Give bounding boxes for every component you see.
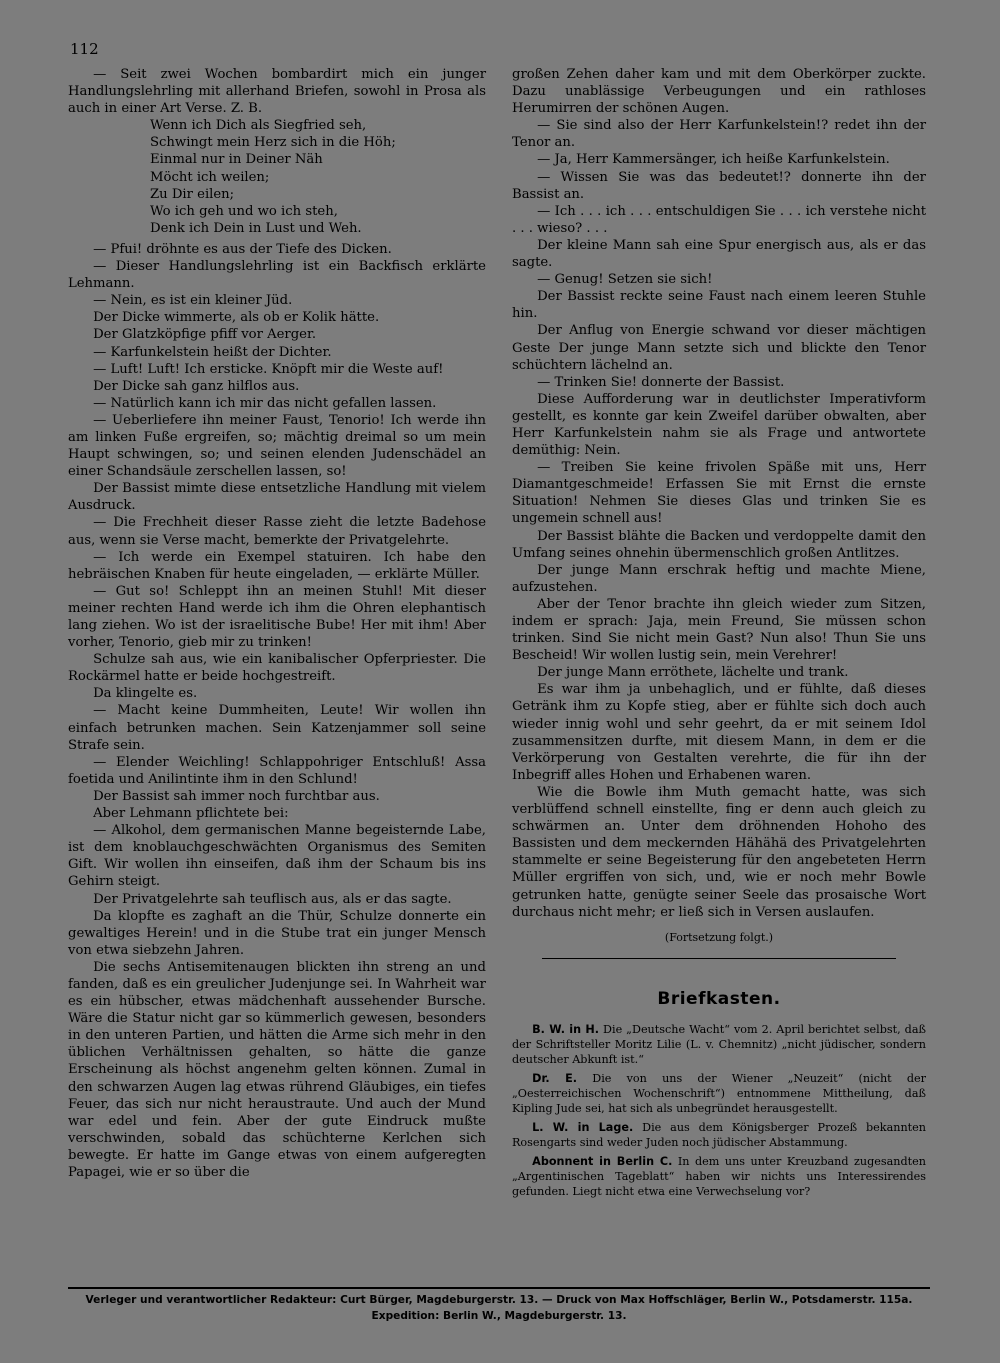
poem-line: Wenn ich Dich als Siegfried seh, [150,118,367,134]
paragraph: Der junge Mann erschrak heftig und machte Miene, aufzustehen. [512,562,926,595]
letter-entry [512,1154,926,1199]
paragraph: Da klopfte es zaghaft an die Thür, Schulze donnerte ein gewaltiges Herein! und in die Stube trat ein junger Mensch von etwa siebzehn Jahren. [68,908,486,958]
poem-line: Wo ich geh und wo ich steh, [150,203,338,219]
letter-entry [512,1071,926,1116]
poem-line: Schwingt mein Herz sich in die Höh; [150,135,396,151]
poem-line: Möcht ich weilen; [150,169,270,185]
paragraph: — Pfui! dröhnte es aus der Tiefe des Dicken. [93,241,392,257]
paragraph: — Wissen Sie was das bedeutet!? donnerte ihn der Bassist an. [512,169,926,202]
paragraph: — Karfunkelstein heißt der Dichter. [93,344,332,360]
paragraph: — Ich werde ein Exempel statuiren. Ich habe den hebräischen Knaben für heute eingeladen, — erklärte Müller. [68,549,486,582]
paragraph: Aber der Tenor brachte ihn gleich wieder zum Sitzen, indem er sprach: Jaja, mein Freund, Sie müssen schon trinken. Sind Sie nicht mein Gast? Nun also! Thun Sie uns Bescheid! Wir wollen lustig sein, mein Verehrer! [512,596,926,664]
paragraph: Der Privatgelehrte sah teuflisch aus, als er das sagte. [93,891,452,907]
page-number: 112 [70,40,99,58]
paragraph: Es war ihm ja unbehaglich, und er fühlte, daß dieses Getränk ihm zu Kopfe stieg, aber er fühlte sich doch auch wieder innig wohl und sehr geehrt, da er mit seinem Idol zusammensitzen durfte, mit diesem Mann, in dem er die Verkörperung von Gestalten verehrte, die für ihn der Inbegriff alles Hohen und Erhabenen waren. [512,682,926,783]
paragraph: Da klingelte es. [93,686,198,702]
paragraph: Der Dicke wimmerte, als ob er Kolik hätte. [93,310,380,326]
letter-entry [512,1120,926,1150]
letter-addressee: B. W. in H. [532,1022,600,1036]
paragraph: — Treiben Sie keine frivolen Späße mit uns, Herr Diamantgeschmeide! Erfassen Sie mit Ernst die ernste Situation! Nehmen Sie dieses Glas und trinken Sie es ungemein schnell aus! [512,460,926,527]
poem [150,117,486,237]
briefkasten-section [512,988,926,1199]
poem-line: Denk ich Dein in Lust und Weh. [150,220,362,236]
letter-text: Die aus dem Königsberger Prozeß bekannten Rosengarts sind weder Juden noch jüdischer Abstammung. [512,1120,926,1149]
paragraph: Schulze sah aus, wie ein kanibalischer Opferpriester. Die Rockärmel hatte er beide hochgestreift. [68,652,486,685]
letter-text: Die von uns der Wiener „Neuzeit“ (nicht der „Oesterreichischen Wochenschrift“) entnommene Mittheilung, daß Kipling Jude sei, hat sich als unbegründet herausgestellt. [512,1071,926,1115]
intro-paragraph: — Seit zwei Wochen bombardirt mich ein junger Handlungslehrling mit allerhand Briefen, sowohl in Prosa als auch in einer Art Verse. Z. B. [68,67,486,117]
paragraph: Der Glatzköpfige pfiff vor Aerger. [93,327,317,343]
paragraph: — Natürlich kann ich mir das nicht gefallen lassen. [93,395,437,411]
letter-text: Die „Deutsche Wacht“ vom 2. April berichtet selbst, daß der Schriftsteller Moritz Lilie (L. v. Chemnitz) „nicht jüdischer, sondern deutscher Abkunft ist.“ [512,1022,926,1066]
paragraph: Wie die Bowle ihm Muth gemacht hatte, was sich verblüffend schnell einstellte, fing er denn auch gleich zu schwärmen an. Unter dem dröhnenden Hohoho des Bassisten und dem meckernden Hähähä des Privatgelehrten stammelte er seine Begeisterung für den angebeteten Herrn Müller ergriffen von sich, und, wie er noch mehr Bowle getrunken hatte, genügte seiner Seele das prosaische Wort durchaus nicht mehr; er ließ sich in Versen auslaufen. [512,784,926,920]
paragraph: — Sie sind also der Herr Karfunkelstein!? redet ihn der Tenor an. [512,118,926,151]
section-divider [542,958,896,959]
paragraph: Diese Aufforderung war in deutlichster Imperativform gestellt, es konnte gar kein Zweifel darüber obwalten, aber Herr Karfunkelstein nahm sie als Frage und antwortete demüthig: Nein. [512,391,926,459]
paragraph: Der junge Mann erröthete, lächelte und trank. [537,665,849,681]
paragraph: Der Bassist mimte diese entsetzliche Handlung mit vielem Ausdruck. [68,481,486,514]
letter-entry [512,1022,926,1067]
paragraph: Aber Lehmann pflichtete bei: [93,806,289,822]
letter-addressee: Dr. E. [532,1071,578,1085]
paragraph: — Ja, Herr Kammersänger, ich heiße Karfunkelstein. [537,152,890,168]
letter-text: In dem uns unter Kreuzband zugesandten „Argentinischen Tageblatt“ haben wir nichts uns Interessirendes gefunden. Liegt nicht etwa eine Verwechselung vor? [512,1154,926,1198]
continuation-note: (Fortsetzung folgt.) [664,930,774,944]
paragraph: Der kleine Mann sah eine Spur energisch aus, als er das sagte. [512,237,926,271]
paragraph: Der Anflug von Energie schwand vor dieser mächtigen Geste Der junge Mann setzte sich und blickte den Tenor schüchtern lächelnd an. [512,323,926,373]
paragraph: — Alkohol, dem germanischen Manne begeisternde Labe, ist dem knoblauchgeschwächten Organismus des Semiten Gift. Wir wollen ihn einseifen, daß ihm der Schaum bis ins Gehirn steigt. [68,823,486,890]
paragraph: — Ich . . . ich . . . entschuldigen Sie . . . ich verstehe nicht . . . wieso? . . . [512,203,926,236]
briefkasten-title: Briefkasten. [657,988,781,1009]
poem-line: Zu Dir eilen; [150,186,235,202]
letter-addressee: L. W. in Lage. [532,1120,634,1134]
left-column [68,66,486,1181]
letter-addressee: Abonnent in Berlin C. [532,1154,673,1168]
paragraph: — Elender Weichling! Schlappohriger Entschluß! Assa foetida und Anilintinte ihm in den Schlund! [68,754,486,787]
paragraph: Die sechs Antisemitenaugen blickten ihn streng an und fanden, daß es ein greulicher Judenjunge sei. In Wahrheit war es ein hübscher, etwas mädchenhaft aussehender Bursche. Wäre die Statur nicht gar so kümmerlich gewesen, besonders in den unteren Partien, und hätten die Arme sich mehr in den üblichen Verhältnissen gehalten, so hätte die ganze Erscheinung als höchst angenehm gelten können. Zumal in den schwarzen Augen lag etwas rührend Gläubiges, ein tiefes Feuer, das sich nur nicht heraustraute. Und auch der Mund war edel und fein. Aber der gute Eindruck mußte verschwinden, sobald das schüchterne Kerlchen sich bewegte. Er hatte im Gange etwas von einem aufgeregten Papagei, wie er so über die [68,959,486,1180]
paragraph: — Ueberliefere ihn meiner Faust, Tenorio! Ich werde ihn am linken Fuße ergreifen, so; mächtig dreimal so um mein Haupt schwingen, so; und seinen elenden Judenschädel an einer Schandsäule zerschellen lassen, so! [68,412,486,480]
paragraph: — Die Frechheit dieser Rasse zieht die letzte Badehose aus, wenn sie Verse macht, bemerkte der Privatgelehrte. [68,515,486,548]
paragraph: — Macht keine Dummheiten, Leute! Wir wollen ihn einfach betrunken machen. Sein Katzenjammer soll seine Strafe sein. [68,703,486,753]
paragraph: Der Bassist blähte die Backen und verdoppelte damit den Umfang seines ohnehin übermenschlich großen Antlitzes. [512,528,926,561]
paragraph: — Gut so! Schleppt ihn an meinen Stuhl! Mit dieser meiner rechten Hand werde ich ihm die Ohren elephantisch lang ziehen. Wo ist der israelitische Bube! Her mit ihm! Aber vorher, Tenorio, gieb mir zu trinken! [68,583,486,651]
paragraph: — Dieser Handlungslehrling ist ein Backfisch erklärte Lehmann. [68,259,486,292]
footer-rule [68,1287,930,1289]
paragraph: Der Bassist sah immer noch furchtbar aus. [93,788,380,804]
paragraph: — Trinken Sie! donnerte der Bassist. [537,374,785,390]
paragraph: Der Dicke sah ganz hilflos aus. [93,378,300,394]
imprint-expedition: Expedition: Berlin W., Magdeburgerstr. 13. [371,1310,627,1322]
paragraph: — Nein, es ist ein kleiner Jüd. [93,293,293,309]
right-column [512,66,926,1203]
continued-paragraph: großen Zehen daher kam und mit dem Oberkörper zuckte. Dazu unablässige Verbeugungen und ein rathloses Herumirren der schönen Augen. [512,67,926,117]
paragraph: — Genug! Setzen sie sich! [537,272,713,288]
imprint-line: Verleger und verantwortlicher Redakteur: Curt Bürger, Magdeburgerstr. 13. — Druck von Max Hoffschläger, Berlin W., Potsdamerstr. 115a. [85,1294,913,1306]
imprint-footer [68,1292,930,1324]
poem-line: Einmal nur in Deiner Näh [150,152,323,168]
paragraph: — Luft! Luft! Ich ersticke. Knöpft mir die Weste auf! [93,361,444,377]
paragraph: Der Bassist reckte seine Faust nach einem leeren Stuhle hin. [512,289,926,322]
